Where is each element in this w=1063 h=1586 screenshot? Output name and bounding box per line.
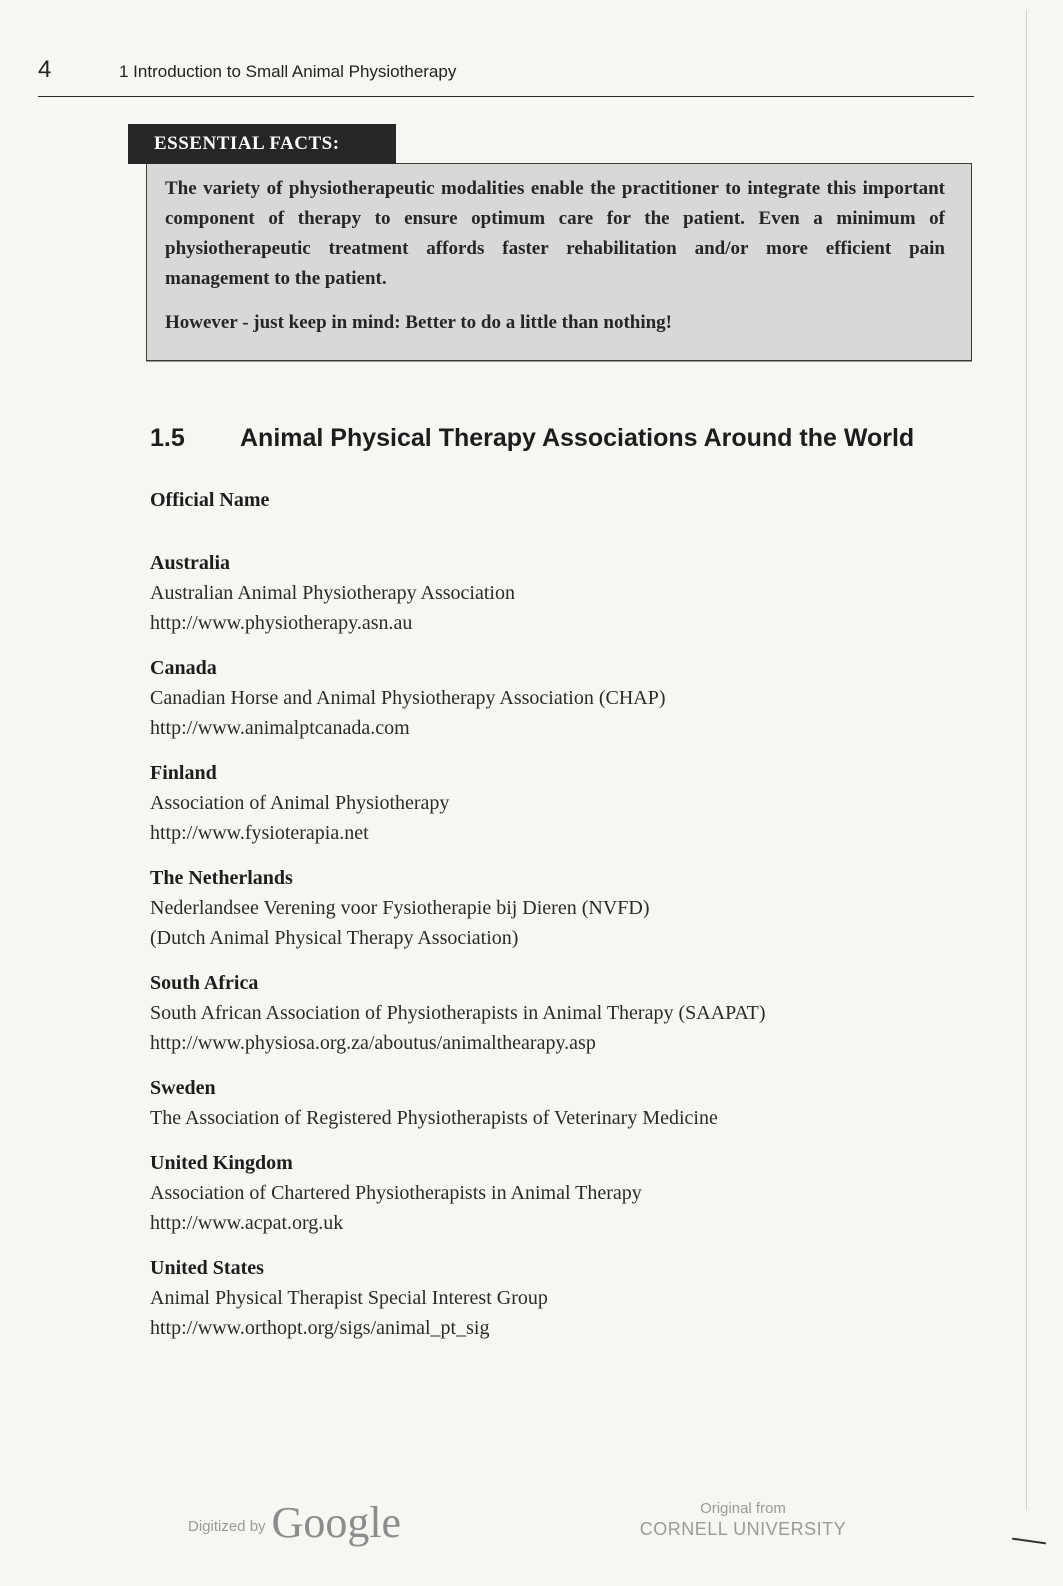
association-name: Association of Chartered Physiotherapists in Animal Therapy xyxy=(150,1182,642,1204)
association-url: http://www.physiotherapy.asn.au xyxy=(150,612,413,634)
association-entry xyxy=(150,653,990,743)
digitized-by-label: Digitized by xyxy=(188,1518,266,1535)
page-number: 4 xyxy=(38,56,52,83)
association-list xyxy=(150,548,990,1358)
google-logo: Google xyxy=(271,1498,402,1547)
country-name: Sweden xyxy=(150,1077,216,1099)
association-name: Canadian Horse and Animal Physiotherapy Association (CHAP) xyxy=(150,687,666,709)
essential-facts-text xyxy=(165,174,945,338)
section-heading xyxy=(150,424,914,453)
association-url: http://www.fysioterapia.net xyxy=(150,822,369,844)
section-number: 1.5 xyxy=(150,424,185,452)
association-name: Nederlandsee Verening voor Fysiotherapie bij Dieren (NVFD) xyxy=(150,897,650,919)
association-url: http://www.orthopt.org/sigs/animal_pt_sig xyxy=(150,1317,490,1339)
country-name: Australia xyxy=(150,552,230,574)
country-name: Finland xyxy=(150,762,217,784)
section-title: Animal Physical Therapy Associations Around the World xyxy=(240,424,915,452)
essential-facts-paragraph: The variety of physiotherapeutic modalities enable the practitioner to integrate this important component of therapy to ensure optimum care for the patient. Even a minimum of physiotherapeutic treatment affords faster rehabilitation and/or more efficient pain management to the patient. xyxy=(165,178,945,289)
country-name: United Kingdom xyxy=(150,1152,293,1174)
institution-name: CORNELL UNIVERSITY xyxy=(639,1519,847,1539)
original-from-label: Original from xyxy=(700,1500,786,1517)
page-edge-mark xyxy=(1012,1538,1046,1545)
association-entry xyxy=(150,758,990,848)
association-name: The Association of Registered Physiotherapists of Veterinary Medicine xyxy=(150,1107,718,1129)
association-name: South African Association of Physiotherapists in Animal Therapy (SAAPAT) xyxy=(150,1002,766,1024)
association-url: http://www.acpat.org.uk xyxy=(150,1212,344,1234)
page-header xyxy=(38,56,974,97)
association-url: http://www.animalptcanada.com xyxy=(150,717,410,739)
page-edge-line xyxy=(1026,10,1027,1510)
association-entry xyxy=(150,548,990,638)
association-url: http://www.physiosa.org.za/aboutus/animalthearapy.asp xyxy=(150,1032,596,1054)
association-entry xyxy=(150,1253,990,1343)
country-name: The Netherlands xyxy=(150,867,293,889)
digitized-by-watermark xyxy=(188,1497,401,1548)
association-name: Australian Animal Physiotherapy Association xyxy=(150,582,515,604)
association-entry xyxy=(150,1073,990,1133)
essential-facts-title: ESSENTIAL FACTS: xyxy=(128,124,396,164)
association-translation: (Dutch Animal Physical Therapy Association) xyxy=(150,927,519,949)
country-name: South Africa xyxy=(150,972,259,994)
official-name-subheading: Official Name xyxy=(150,489,270,511)
association-name: Animal Physical Therapist Special Interest Group xyxy=(150,1287,548,1309)
original-from-watermark xyxy=(636,1500,850,1540)
association-entry xyxy=(150,863,990,953)
essential-facts-box xyxy=(146,163,972,361)
country-name: Canada xyxy=(150,657,217,679)
essential-facts-conclusion: However - just keep in mind: Better to do a little than nothing! xyxy=(165,312,673,333)
association-entry xyxy=(150,968,990,1058)
country-name: United States xyxy=(150,1257,264,1279)
running-head: 1 Introduction to Small Animal Physiotherapy xyxy=(119,62,457,81)
association-name: Association of Animal Physiotherapy xyxy=(150,792,450,814)
association-entry xyxy=(150,1148,990,1238)
